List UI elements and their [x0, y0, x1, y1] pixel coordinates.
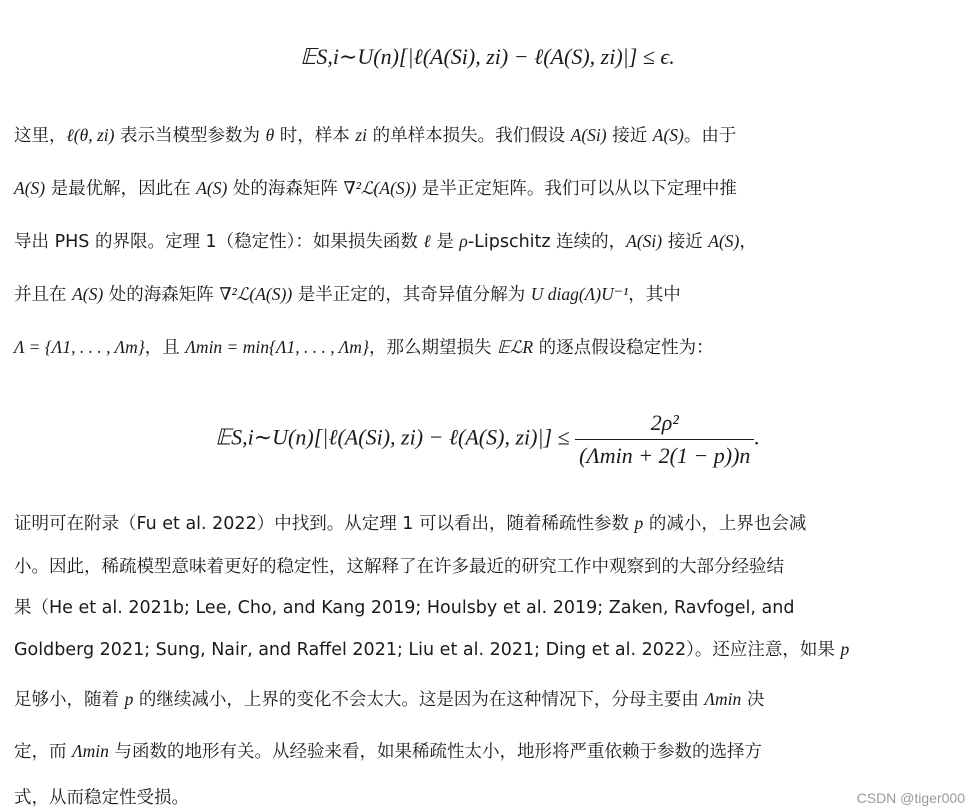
math-inline: ∇²ℒ(A(S)) — [343, 178, 417, 198]
math-inline: p — [840, 639, 850, 659]
math-inline: Λmin = min{Λ1, . . . , Λm} — [185, 337, 369, 357]
math-inline: ℓ — [423, 231, 431, 251]
paragraph-line: 定，而 Λmin 与函数的地形有关。从经验来看，如果稀疏性太小，地形将严重依赖于参数的选择方 — [14, 741, 762, 762]
math-inline: Λmin — [704, 689, 742, 709]
equation-2-fraction — [575, 410, 754, 469]
math-inline: A(S) — [14, 178, 46, 198]
math-inline: A(S) — [72, 284, 104, 304]
math-inline: p — [634, 513, 644, 533]
math-inline: U diag(Λ)U⁻¹ — [530, 284, 629, 304]
math-inline: ℓ(θ, zi) — [66, 125, 115, 145]
paragraph-line: 式，从而稳定性受损。 — [14, 788, 189, 808]
paragraph-line: 这里，ℓ(θ, zi) 表示当模型参数为 θ 时，样本 zi 的单样本损失。我们假设 A(Si) 接近 A(S)。由于 — [14, 125, 737, 146]
paragraph-line: 果（He et al. 2021b; Lee, Cho, and Kang 2019; Houlsby et al. 2019; Zaken, Ravfogel, and — [14, 598, 795, 618]
paragraph-line: Λ = {Λ1, . . . , Λm}，且 Λmin = min{Λ1, . . . , Λm}，那么期望损失 𝔼ℒR 的逐点假设稳定性为： — [14, 337, 714, 358]
fraction-denominator: (Λmin + 2(1 − p))n — [579, 443, 751, 468]
math-inline: A(Si) — [626, 231, 663, 251]
math-inline: A(Si) — [570, 125, 607, 145]
paragraph-line: 并且在 A(S) 处的海森矩阵 ∇²ℒ(A(S)) 是半正定的，其奇异值分解为 U diag(Λ)U⁻¹，其中 — [14, 284, 681, 305]
math-inline: p — [124, 689, 134, 709]
math-inline: A(S) — [708, 231, 740, 251]
math-inline: Λ = {Λ1, . . . , Λm} — [14, 337, 145, 357]
math-inline: ∇²ℒ(A(S)) — [219, 284, 293, 304]
math-inline: Λmin — [72, 741, 109, 761]
math-inline: θ — [265, 125, 275, 145]
watermark: CSDN @tiger000 — [856, 790, 965, 806]
paragraph-line: 导出 PHS 的界限。定理 1（稳定性）：如果损失函数 ℓ 是 ρ-Lipschitz 连续的，A(Si) 接近 A(S)， — [14, 231, 757, 252]
fraction-numerator: 2ρ² — [575, 410, 754, 440]
equation-2-lhs: 𝔼S,i∼U(n)[|ℓ(A(Si), zi) − ℓ(A(S), zi)|] ≤ — [215, 424, 570, 450]
paragraph-line: 证明可在附录（Fu et al. 2022）中找到。从定理 1 可以看出，随着稀疏性参数 p 的减小，上界也会减 — [14, 513, 807, 534]
paragraph-line: 足够小，随着 p 的继续减小，上界的变化不会太大。这是因为在这种情况下，分母主要由 Λmin 决 — [14, 689, 765, 710]
equation-1: 𝔼S,i∼U(n)[|ℓ(A(Si), zi) − ℓ(A(S), zi)|] ≤ ϵ. — [300, 44, 675, 69]
paragraph-line: 小。因此，稀疏模型意味着更好的稳定性，这解释了在许多最近的研究工作中观察到的大部分经验结 — [14, 557, 784, 577]
math-inline: A(S) — [652, 125, 684, 145]
math-inline: 𝔼ℒR — [497, 337, 534, 357]
math-inline: zi — [355, 125, 368, 145]
paragraph-line: Goldberg 2021; Sung, Nair, and Raffel 2021; Liu et al. 2021; Ding et al. 2022）。还应注意，如果 p — [14, 639, 850, 660]
paragraph-line: A(S) 是最优解，因此在 A(S) 处的海森矩阵 ∇²ℒ(A(S)) 是半正定矩阵。我们可以从以下定理中推 — [14, 178, 737, 199]
equation-2: 𝔼S,i∼U(n)[|ℓ(A(Si), zi) − ℓ(A(S), zi)|] ≤ $\frac{\text{2ρ²}}{(\Lambda\min + 2(1 - p))n}$ . — [215, 410, 760, 468]
math-inline: A(S) — [196, 178, 228, 198]
math-inline: ρ — [459, 231, 468, 251]
